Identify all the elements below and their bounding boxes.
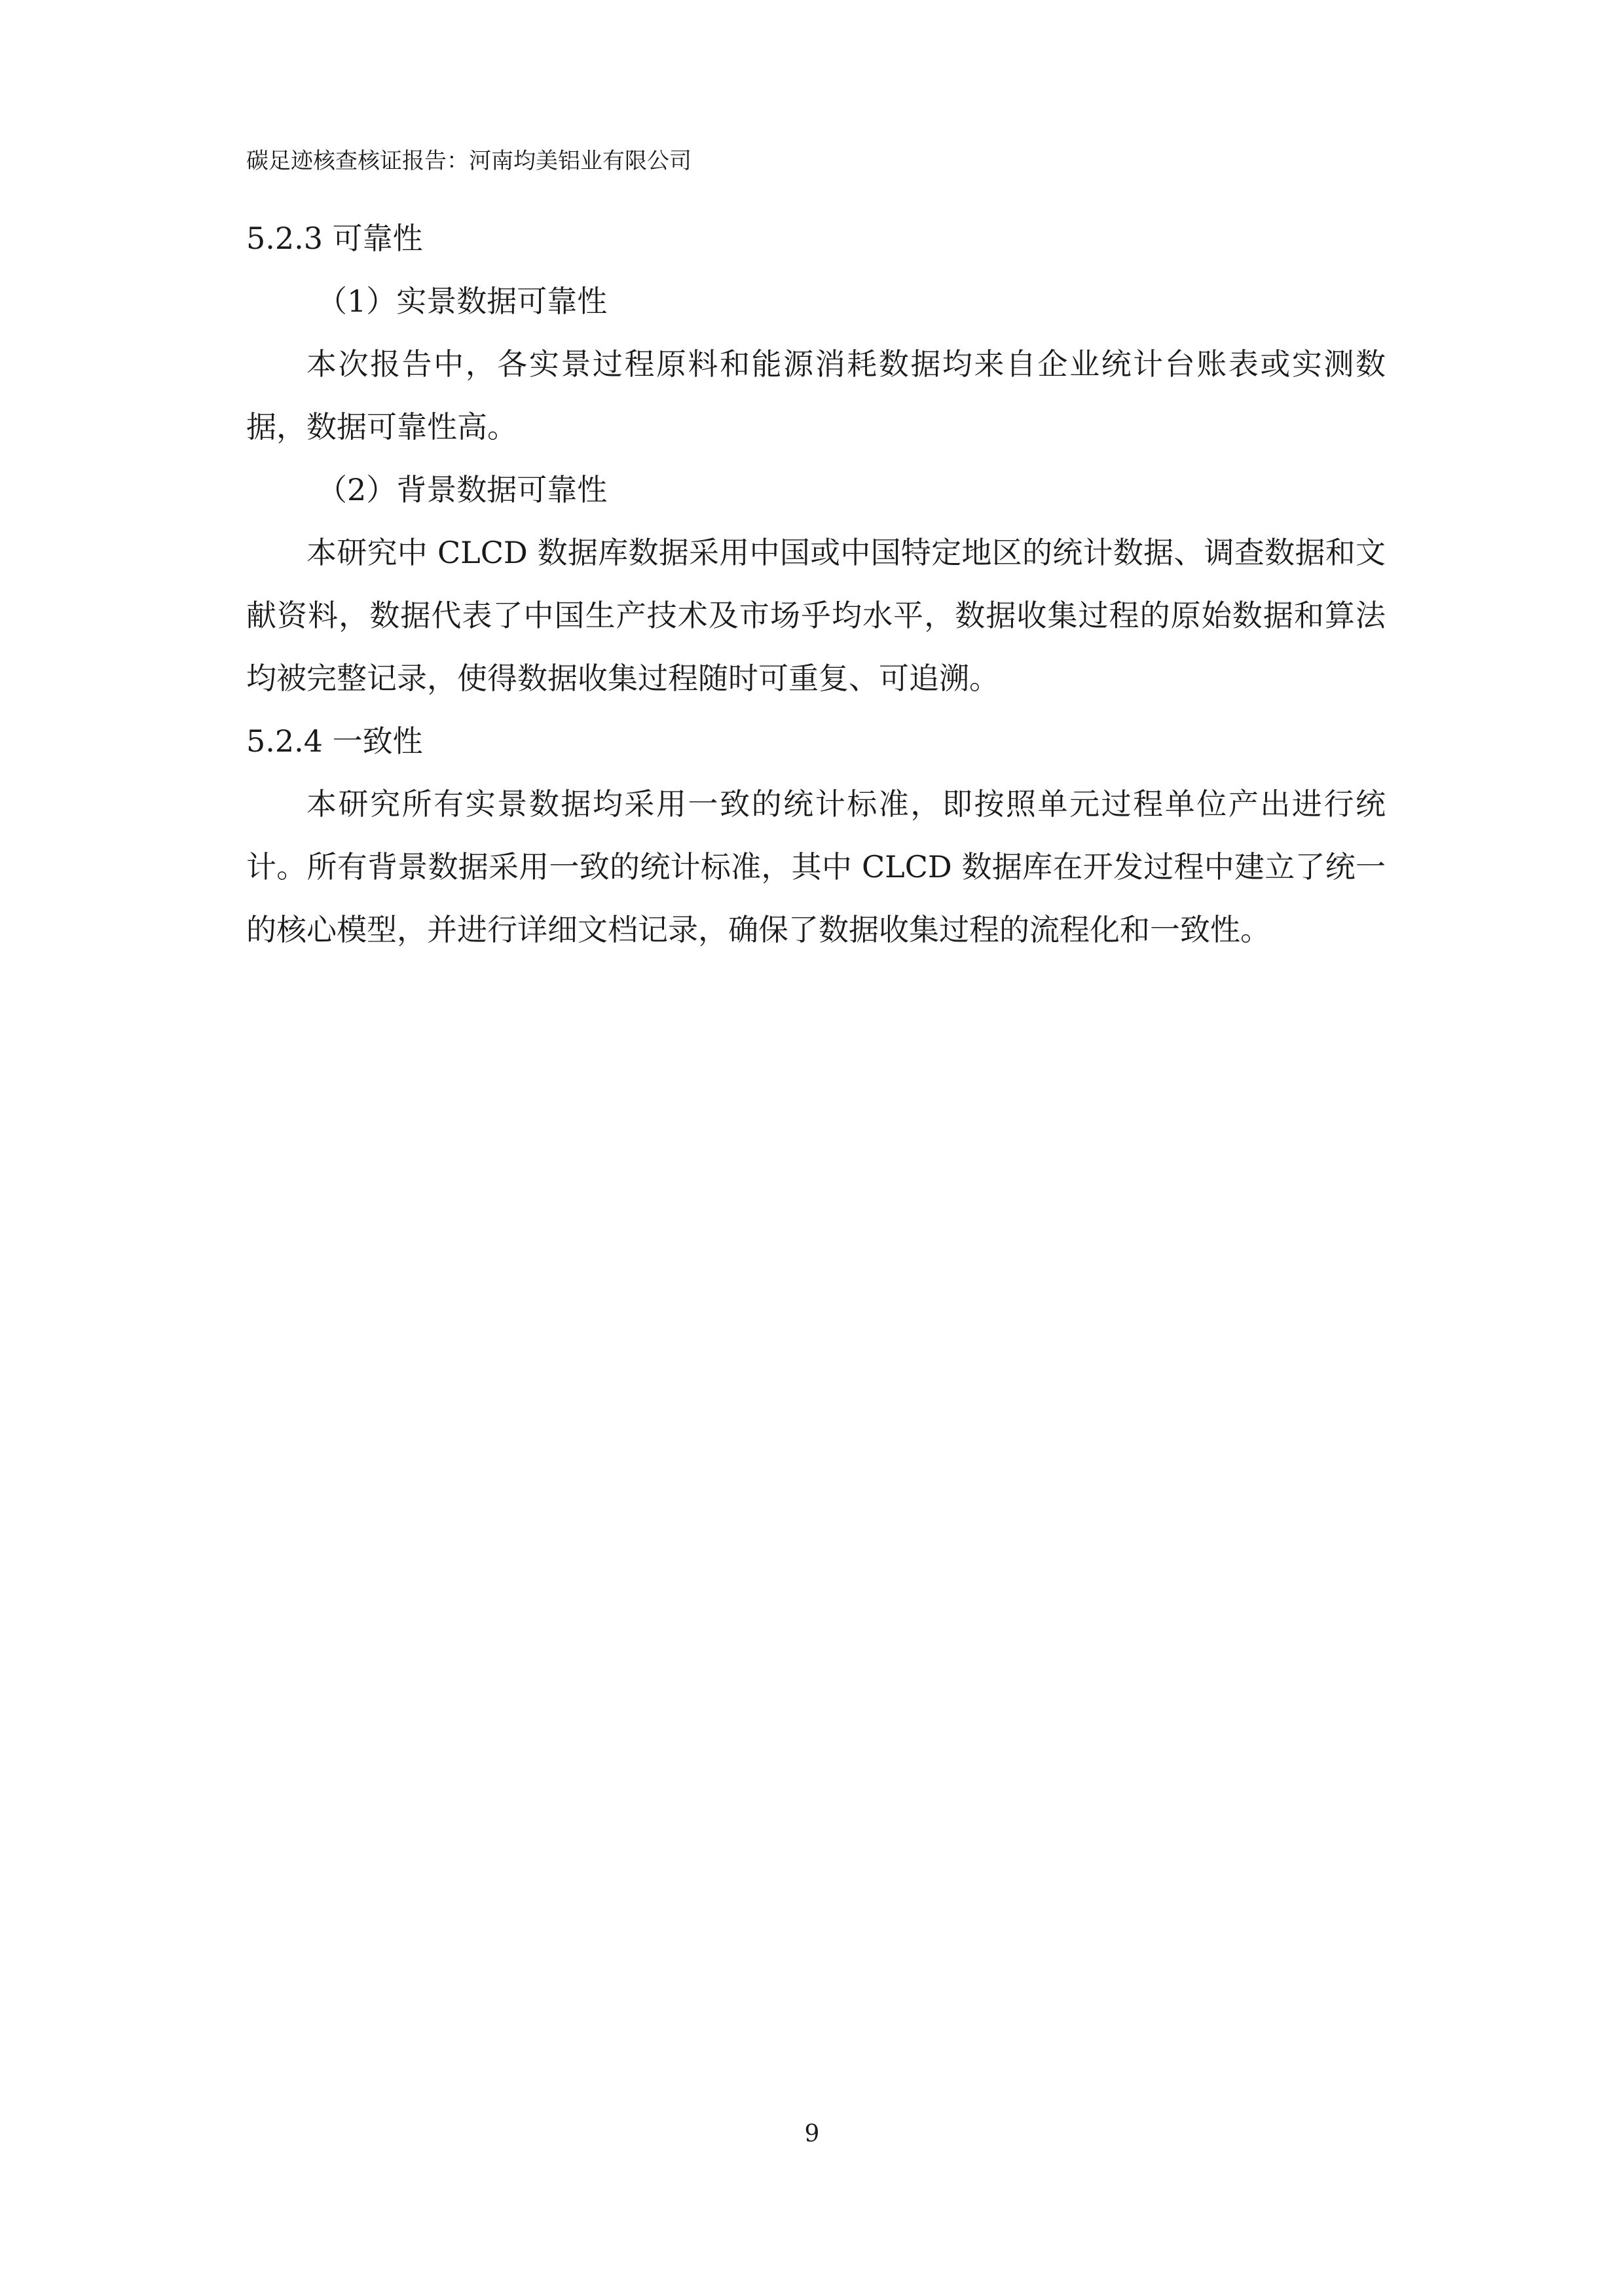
subheading-background-data-reliability: （2）背景数据可靠性 <box>317 472 608 507</box>
paragraph-background-data-reliability: 本研究中 CLCD 数据库数据采用中国或中国特定地区的统计数据、调查数据和文献资料，数据代表了中国生产技术及市场乎均水平，数据收集过程的原始数据和算法均被完整记录，使得数据收集过程随时可重复、可追溯。 <box>246 535 1386 696</box>
paragraph-consistency: 本研究所有实景数据均采用一致的统计标准，即按照单元过程单位产出进行统计。所有背景数据采用一致的统计标准，其中 CLCD 数据库在开发过程中建立了统一的核心模型，并进行详细文档记录，确保了数据收集过程的流程化和一致性。 <box>246 786 1386 947</box>
subheading-field-data-reliability: （1）实景数据可靠性 <box>317 283 608 319</box>
paragraph-field-data-reliability: 本次报告中，各实景过程原料和能源消耗数据均来自企业统计台账表或实测数据，数据可靠性高。 <box>246 346 1386 445</box>
running-header: 碳足迹核查核证报告：河南均美铝业有限公司 <box>246 148 692 174</box>
body-text <box>246 207 1386 961</box>
section-heading-5-2-4: 5.2.4 一致性 <box>246 723 423 759</box>
section-heading-5-2-3: 5.2.3 可靠性 <box>246 221 423 256</box>
page-number: 9 <box>804 2121 820 2147</box>
